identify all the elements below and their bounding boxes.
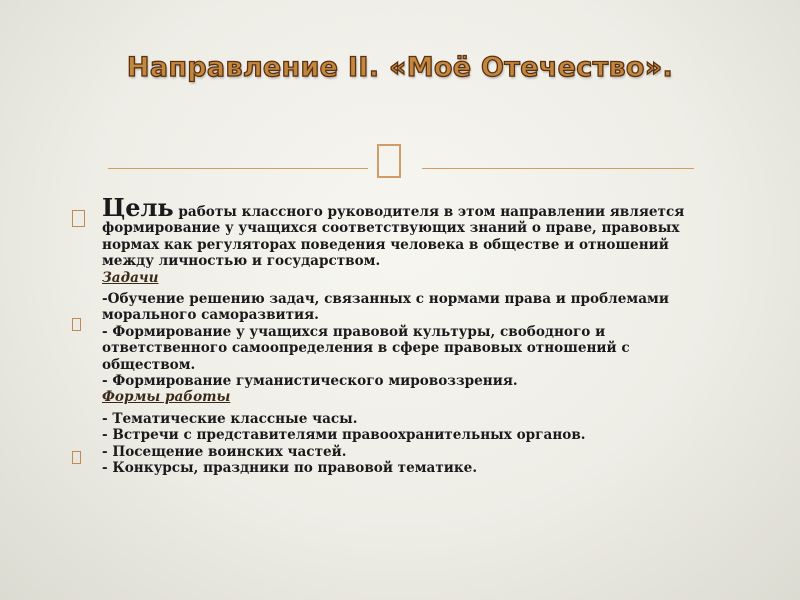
bullet-box-icon [72, 210, 85, 227]
task-line: - Формирование гуманистического мировоззрения. [102, 373, 518, 390]
slide-title: Направление II. «Моё Отечество». [126, 52, 674, 83]
task-line: морального саморазвития. [102, 307, 319, 324]
slide-content [102, 193, 732, 477]
ornament-box-icon [377, 144, 401, 178]
goal-first-line-text: работы классного руководителя в этом направлении является [178, 204, 685, 220]
goal-line: нормах как регуляторах поведения человека в обществе и отношений [102, 236, 669, 253]
task-line: ответственного самоопределения в сфере правовых отношений с [102, 340, 630, 357]
tasks-block [102, 291, 732, 406]
forms-block [102, 411, 732, 477]
task-line: - Формирование у учащихся правовой культуры, свободного и [102, 323, 606, 340]
form-line: - Конкурсы, праздники по правовой тематике. [102, 460, 478, 477]
task-line: обществом. [102, 356, 196, 373]
title-divider-left [108, 168, 368, 169]
title-divider-right [422, 168, 694, 169]
goal-line: между личностью и государством. [102, 253, 381, 270]
goal-lead-word: Цель [102, 193, 174, 222]
forms-heading: Формы работы [102, 389, 231, 406]
task-line: -Обучение решению задач, связанных с нормами права и проблемами [102, 291, 669, 308]
bullet-box-icon [72, 318, 81, 331]
goal-first-line [102, 193, 732, 222]
form-line: - Тематические классные часы. [102, 410, 358, 427]
tasks-heading: Задачи [102, 269, 159, 286]
goal-line: формирование у учащихся соответствующих знаний о праве, правовых [102, 220, 680, 237]
form-line: - Встречи с представителями правоохранительных органов. [102, 427, 586, 444]
bullet-box-icon [72, 451, 81, 464]
form-line: - Посещение воинских частей. [102, 443, 347, 460]
